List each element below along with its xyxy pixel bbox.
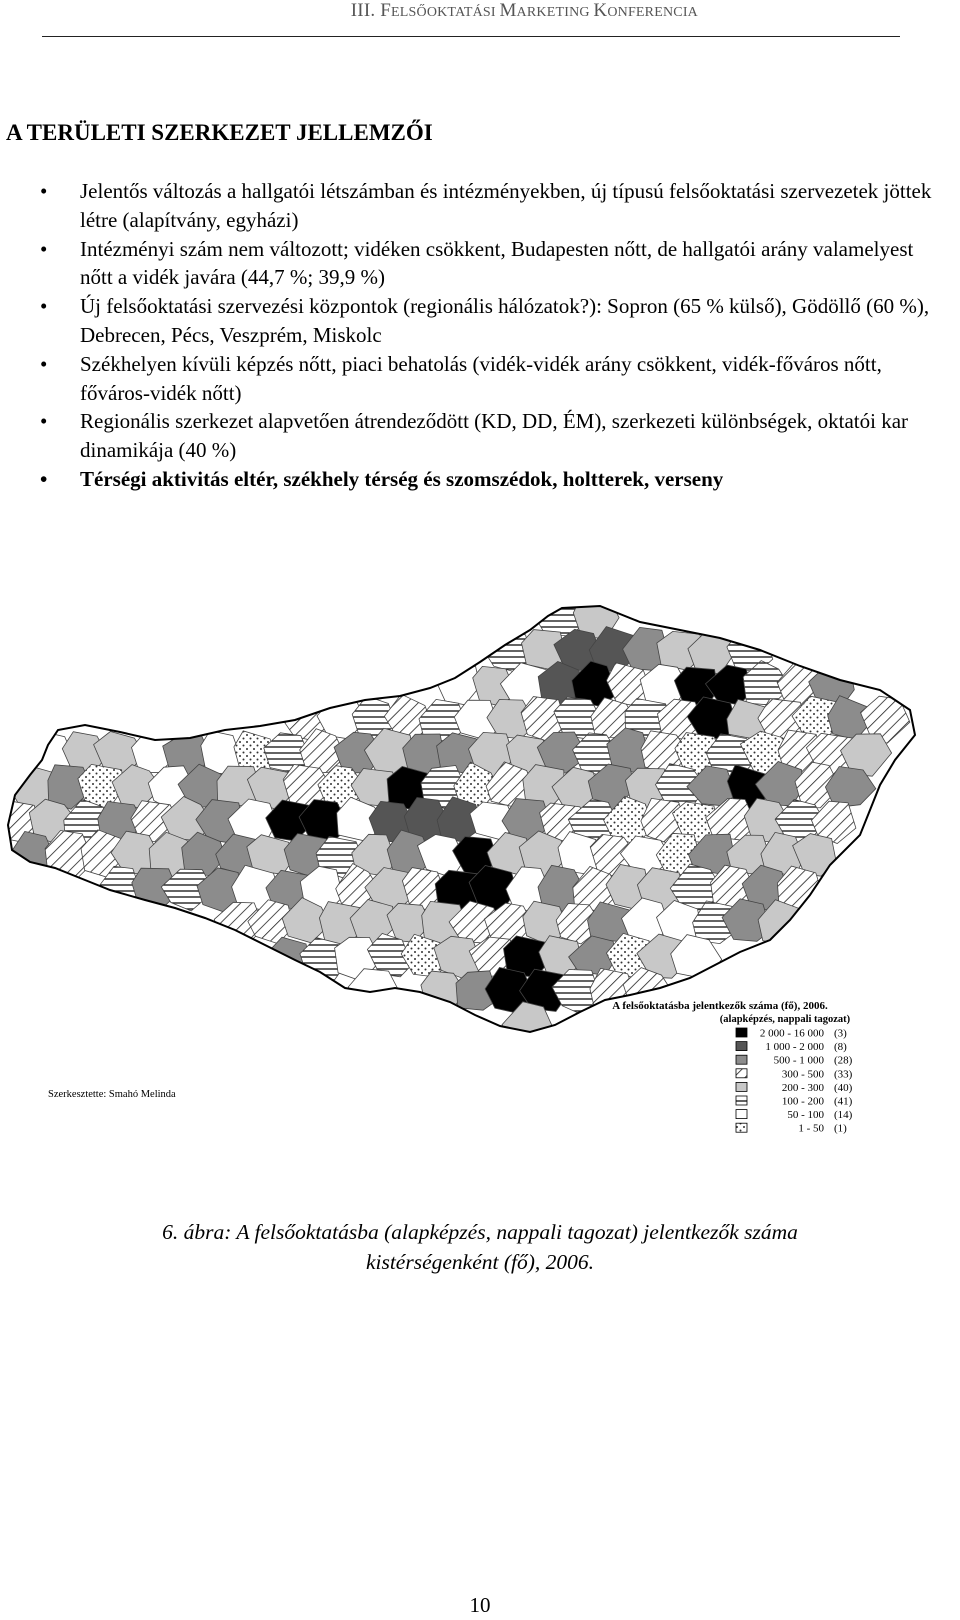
bullet-text: Térségi aktivitás eltér, székhely térség és szomszédok, holtterek, verseny — [80, 466, 724, 491]
bullet-list — [40, 177, 940, 494]
page-header — [0, 0, 960, 40]
legend-swatch — [736, 1096, 747, 1105]
legend-count: (3) — [834, 1027, 847, 1040]
bullet-dot-icon: • — [40, 351, 48, 376]
bullet-item — [40, 350, 940, 408]
bullet-item — [40, 292, 940, 350]
bullet-dot-icon: • — [40, 236, 48, 261]
bullet-text: Új felsőoktatási szervezési központok (regionális hálózatok?): Sopron (65 % külső), Gödöllő (60 %), Debrecen, Pécs, Veszprém, Miskolc — [80, 294, 930, 347]
legend-range: 100 - 200 — [781, 1095, 824, 1108]
legend-range: 200 - 300 — [781, 1081, 824, 1094]
legend-count: (41) — [834, 1095, 853, 1108]
legend-count: (14) — [834, 1109, 853, 1122]
hungary-subregion-map — [0, 600, 960, 1175]
header-title-part: ONFERENCIA — [607, 5, 698, 20]
legend-count: (33) — [834, 1068, 853, 1081]
caption-line-2: kistérségenként (fő), 2006. — [365, 1250, 595, 1274]
map-subregion — [436, 664, 480, 705]
legend-range: 1 - 50 — [798, 1122, 824, 1135]
bullet-item — [40, 177, 940, 235]
legend-swatch — [736, 1082, 747, 1091]
caption-line-1: 6. ábra: A felsőoktatásba (alapképzés, nappali tagozat) jelentkezők száma — [162, 1220, 798, 1244]
bullet-text: Székhelyen kívüli képzés nőtt, piaci behatolás (vidék-vidék arány csökkent, vidék-főváros nőtt, főváros-vidék nőtt) — [80, 351, 882, 405]
legend-swatch — [736, 1123, 747, 1132]
legend-swatch — [736, 1028, 747, 1037]
legend-range: 2 000 - 16 000 — [759, 1027, 824, 1040]
figure-caption — [0, 1217, 960, 1277]
page-number: 10 — [469, 1593, 491, 1617]
figure-map — [0, 600, 960, 1175]
bullet-item — [40, 465, 940, 494]
legend-count: (8) — [834, 1041, 847, 1054]
legend-swatch — [736, 1110, 747, 1119]
running-header-title — [351, 0, 698, 22]
legend-title: A felsőoktatásba jelentkezők száma (fő), 2006. — [612, 1000, 828, 1012]
map-regions — [0, 600, 910, 1047]
map-legend — [612, 1000, 852, 1135]
bullet-text: Jelentős változás a hallgatói létszámban és intézményekben, új típusú felsőoktatási szervezetek jöttek létre (alapítvány, egyházi) — [80, 179, 932, 232]
legend-range: 1 000 - 2 000 — [765, 1041, 824, 1054]
legend-range: 50 - 100 — [787, 1109, 824, 1122]
bullet-text: Regionális szerkezet alapvetően átrendeződött (KD, DD, ÉM), szerkezeti különbségek, oktatói kar dinamikája (40 %) — [80, 409, 909, 463]
bullet-dot-icon: • — [40, 409, 48, 434]
legend-count: (28) — [834, 1054, 853, 1067]
header-rule — [42, 36, 900, 37]
bullet-dot-icon: • — [40, 294, 48, 319]
header-title-part: III. F — [350, 0, 392, 21]
legend-swatch — [736, 1069, 747, 1078]
legend-swatch — [736, 1042, 747, 1051]
bullet-dot-icon: • — [40, 179, 48, 203]
legend-range: 500 - 1 000 — [773, 1054, 824, 1067]
legend-range: 300 - 500 — [781, 1068, 824, 1081]
legend-subtitle: (alapképzés, nappali tagozat) — [719, 1014, 851, 1025]
legend-count: (40) — [834, 1081, 853, 1094]
bullet-item — [40, 235, 940, 293]
legend-count: (1) — [834, 1122, 847, 1135]
header-title-part: ELSŐOKTATÁSI — [391, 5, 500, 20]
header-title-part: K — [593, 0, 608, 21]
bullet-text: Intézményi szám nem változott; vidéken csökkent, Budapesten nőtt, de hallgatói arány valamelyest nőtt a vidék javára (44,7 %; 39,9 %) — [80, 236, 914, 290]
header-title-part: M — [499, 0, 517, 21]
legend-swatch — [736, 1055, 747, 1064]
bullet-item — [40, 407, 940, 465]
header-title-part: ARKETING — [516, 5, 594, 20]
section-title: A TERÜLETI SZERKEZET JELLEMZŐI — [6, 120, 433, 145]
bullet-dot-icon: • — [40, 466, 48, 491]
map-credit: Szerkesztette: Smahó Melinda — [48, 1089, 176, 1100]
